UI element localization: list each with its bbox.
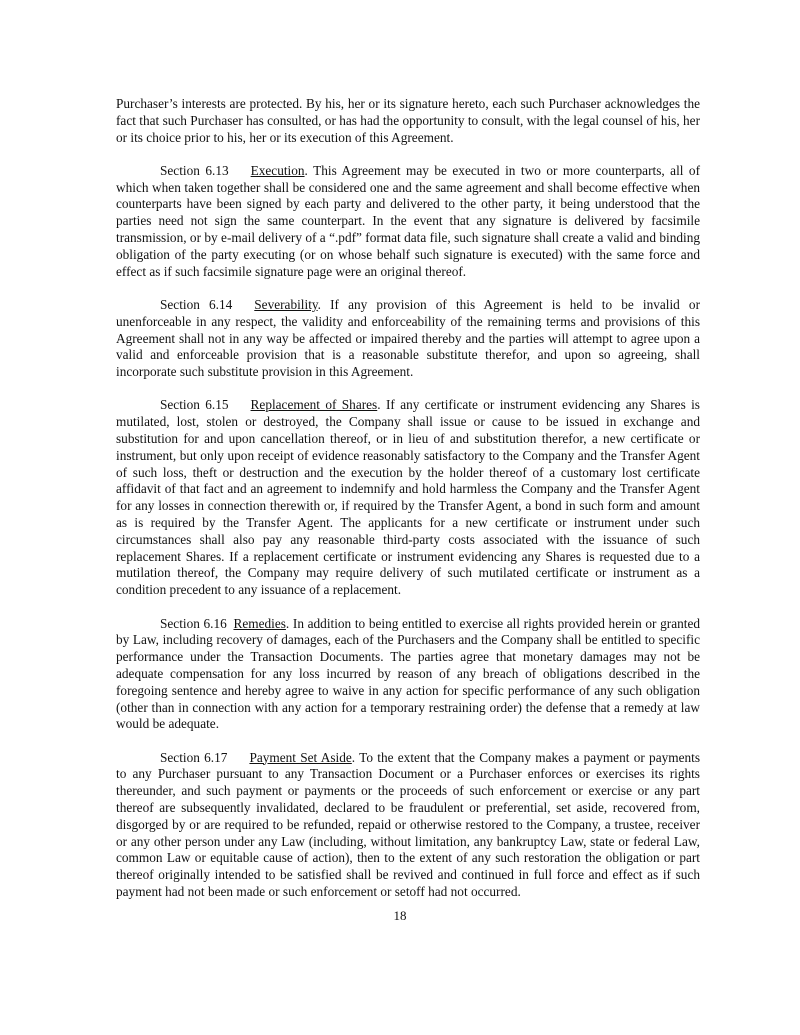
section-6-16: Section 6.16 Remedies. In addition to being entitled to exercise all rights provided herein or granted by Law, including recovery of damages, each of the Purchasers and the Company shall be entitled to specific performance under the Transaction Documents. The parties agree that monetary damages may not be adequate compensation for any loss incurred by reason of any breach of obligations described in the foregoing sentence and hereby agree to waive in any action for specific performance of any such obligation (other than in connection with any action for a temporary restraining order) the defense that a remedy at law would be adequate. bbox=[116, 615, 701, 732]
intro-paragraph: Purchaser’s interests are protected. By his, her or its signature hereto, each such Purchaser acknowledges the fact that such Purchaser has consulted, or has had the opportunity to consult, with the legal counsel of his, her or its choice prior to his, her or its execution of this Agreement. bbox=[116, 96, 700, 145]
section-6-14: Section 6.14 Severability. If any provision of this Agreement is held to be invalid or unenforceable in any respect, the validity and enforceability of the remaining terms and provisions of this Agreement shall not in any way be affected or impaired thereby and the parties will attempt to agree upon a valid and enforceable provision that is a reasonable substitute therefor, and upon so agreeing, shall incorporate such substitute provision in this Agreement. bbox=[116, 296, 701, 380]
section-title: Payment Set Aside bbox=[249, 749, 352, 765]
section-6-15: Section 6.15 Replacement of Shares. If any certificate or instrument evidencing any Shares is mutilated, lost, stolen or destroyed, the Company shall issue or cause to be issued in exchange and substitution for and upon cancellation thereof, or in lieu of and substitution therefor, a new certificate or instrument, but only upon receipt of evidence reasonably satisfactory to the Company and the Transfer Agent of such loss, theft or destruction and the execution by the holder thereof of a customary lost certificate affidavit of that fact and an agreement to indemnify and hold harmless the Company and the Transfer Agent for any losses in connection therewith or, if required by the Transfer Agent, a bond in such form and amount as is required by the Transfer Agent. The applicants for a new certificate or instrument under such circumstances shall also pay any reasonable third-party costs associated with the issuance of such replacement Shares. If a replacement certificate or instrument evidencing any Shares is requested due to a mutilation thereof, the Company may require delivery of such mutilated certificate or instrument as a condition precedent to any issuance of a replacement. bbox=[116, 397, 700, 598]
section-number: Section 6.14 bbox=[160, 296, 233, 312]
section-body: If any provision of this Agreement is held to be invalid or unenforceable in any respect, the validity and enforceability of the remaining terms and provisions of this Agreement shall not in any way be affected or impaired thereby and the parties will attempt to agree upon a valid and enforceable provision that is a reasonable substitute therefor, and upon so agreeing, shall incorporate such substitute provision in this Agreement. bbox=[116, 296, 701, 380]
section-number: Section 6.15 bbox=[160, 397, 229, 413]
section-6-13: Section 6.13 Execution. This Agreement may be executed in two or more counterparts, all of which when taken together shall be considered one and the same agreement and shall become effective when counterparts have been signed by each party and delivered to the other party, it being understood that the parties need not sign the same counterpart. In the event that any signature is delivered by facsimile transmission, or by e-mail delivery of a “.pdf” format data file, such signature shall create a valid and binding obligation of the party executing (or on whose behalf such signature is executed) with the same force and effect as if such facsimile signature page were an original thereof. bbox=[116, 162, 700, 279]
document-body bbox=[116, 96, 700, 917]
section-body: If any certificate or instrument evidencing any Shares is mutilated, lost, stolen or destroyed, the Company shall issue or cause to be issued in exchange and substitution for and upon cancellation thereof, or in lieu of and substitution therefor, a new certificate or instrument, but only upon receipt of evidence reasonably satisfactory to the Company and the Transfer Agent of such loss, theft or destruction and the execution by the holder thereof of a customary lost certificate affidavit of that fact and an agreement to indemnify and hold harmless the Company and the Transfer Agent for any losses in connection therewith or, if required by the Transfer Agent, a bond in such form and amount as is required by the Transfer Agent. The applicants for a new certificate or instrument under such circumstances shall also pay any reasonable third-party costs associated with the issuance of such replacement Shares. If a replacement certificate or instrument evidencing any Shares is requested due to a mutilation thereof, the Company may require delivery of such mutilated certificate or instrument as a condition precedent to any issuance of a replacement. bbox=[116, 397, 700, 598]
section-title: Replacement of Shares bbox=[250, 397, 378, 413]
section-body: To the extent that the Company makes a payment or payments to any Purchaser pursuant to any Transaction Document or a Purchaser enforces or exercises its rights thereunder, and such payment or payments or the proceeds of such enforcement or exercise or any part thereof are subsequently invalidated, declared to be fraudulent or preferential, set aside, recovered from, disgorged by or are required to be refunded, repaid or otherwise restored to the Company, a trustee, receiver or any other person under any Law (including, without limitation, any bankruptcy Law, state or federal Law, common Law or equitable cause of action), then to the extent of any such restoration the obligation or part thereof originally intended to be satisfied shall be revived and continued in full force and effect as if such payment had not been made or such enforcement or setoff had not occurred. bbox=[116, 749, 701, 899]
section-number: Section 6.16 bbox=[160, 615, 227, 631]
section-body: This Agreement may be executed in two or more counterparts, all of which when taken together shall be considered one and the same agreement and shall become effective when counterparts have been signed by each party and delivered to the other party, it being understood that the parties need not sign the same counterpart. In the event that any signature is delivered by facsimile transmission, or by e-mail delivery of a “.pdf” format data file, such signature shall create a valid and binding obligation of the party executing (or on whose behalf such signature is executed) with the same force and effect as if such facsimile signature page were an original thereof. bbox=[116, 162, 700, 279]
section-title: Execution bbox=[250, 162, 305, 178]
section-body: In addition to being entitled to exercise all rights provided herein or granted by Law, including recovery of damages, each of the Purchasers and the Company shall be entitled to specific performance under the Transaction Documents. The parties agree that monetary damages may not be adequate compensation for any loss incurred by reason of any breach of obligations described in the foregoing sentence and hereby agree to waive in any action for specific performance of any such obligation (other than in connection with any action for a temporary restraining order) the defense that a remedy at law would be adequate. bbox=[116, 615, 701, 732]
section-6-17: Section 6.17 Payment Set Aside. To the extent that the Company makes a payment or payments to any Purchaser pursuant to any Transaction Document or a Purchaser enforces or exercises its rights thereunder, and such payment or payments or the proceeds of such enforcement or exercise or any part thereof are subsequently invalidated, declared to be fraudulent or preferential, set aside, recovered from, disgorged by or are required to be refunded, repaid or otherwise restored to the Company, a trustee, receiver or any other person under any Law (including, without limitation, any bankruptcy Law, state or federal Law, common Law or equitable cause of action), then to the extent of any such restoration the obligation or part thereof originally intended to be satisfied shall be revived and continued in full force and effect as if such payment had not been made or such enforcement or setoff had not occurred. bbox=[116, 749, 701, 899]
section-number: Section 6.17 bbox=[160, 749, 228, 765]
section-title: Severability bbox=[254, 296, 318, 312]
page-number: 18 bbox=[393, 908, 407, 923]
section-number: Section 6.13 bbox=[160, 162, 229, 178]
section-title: Remedies bbox=[233, 615, 286, 631]
